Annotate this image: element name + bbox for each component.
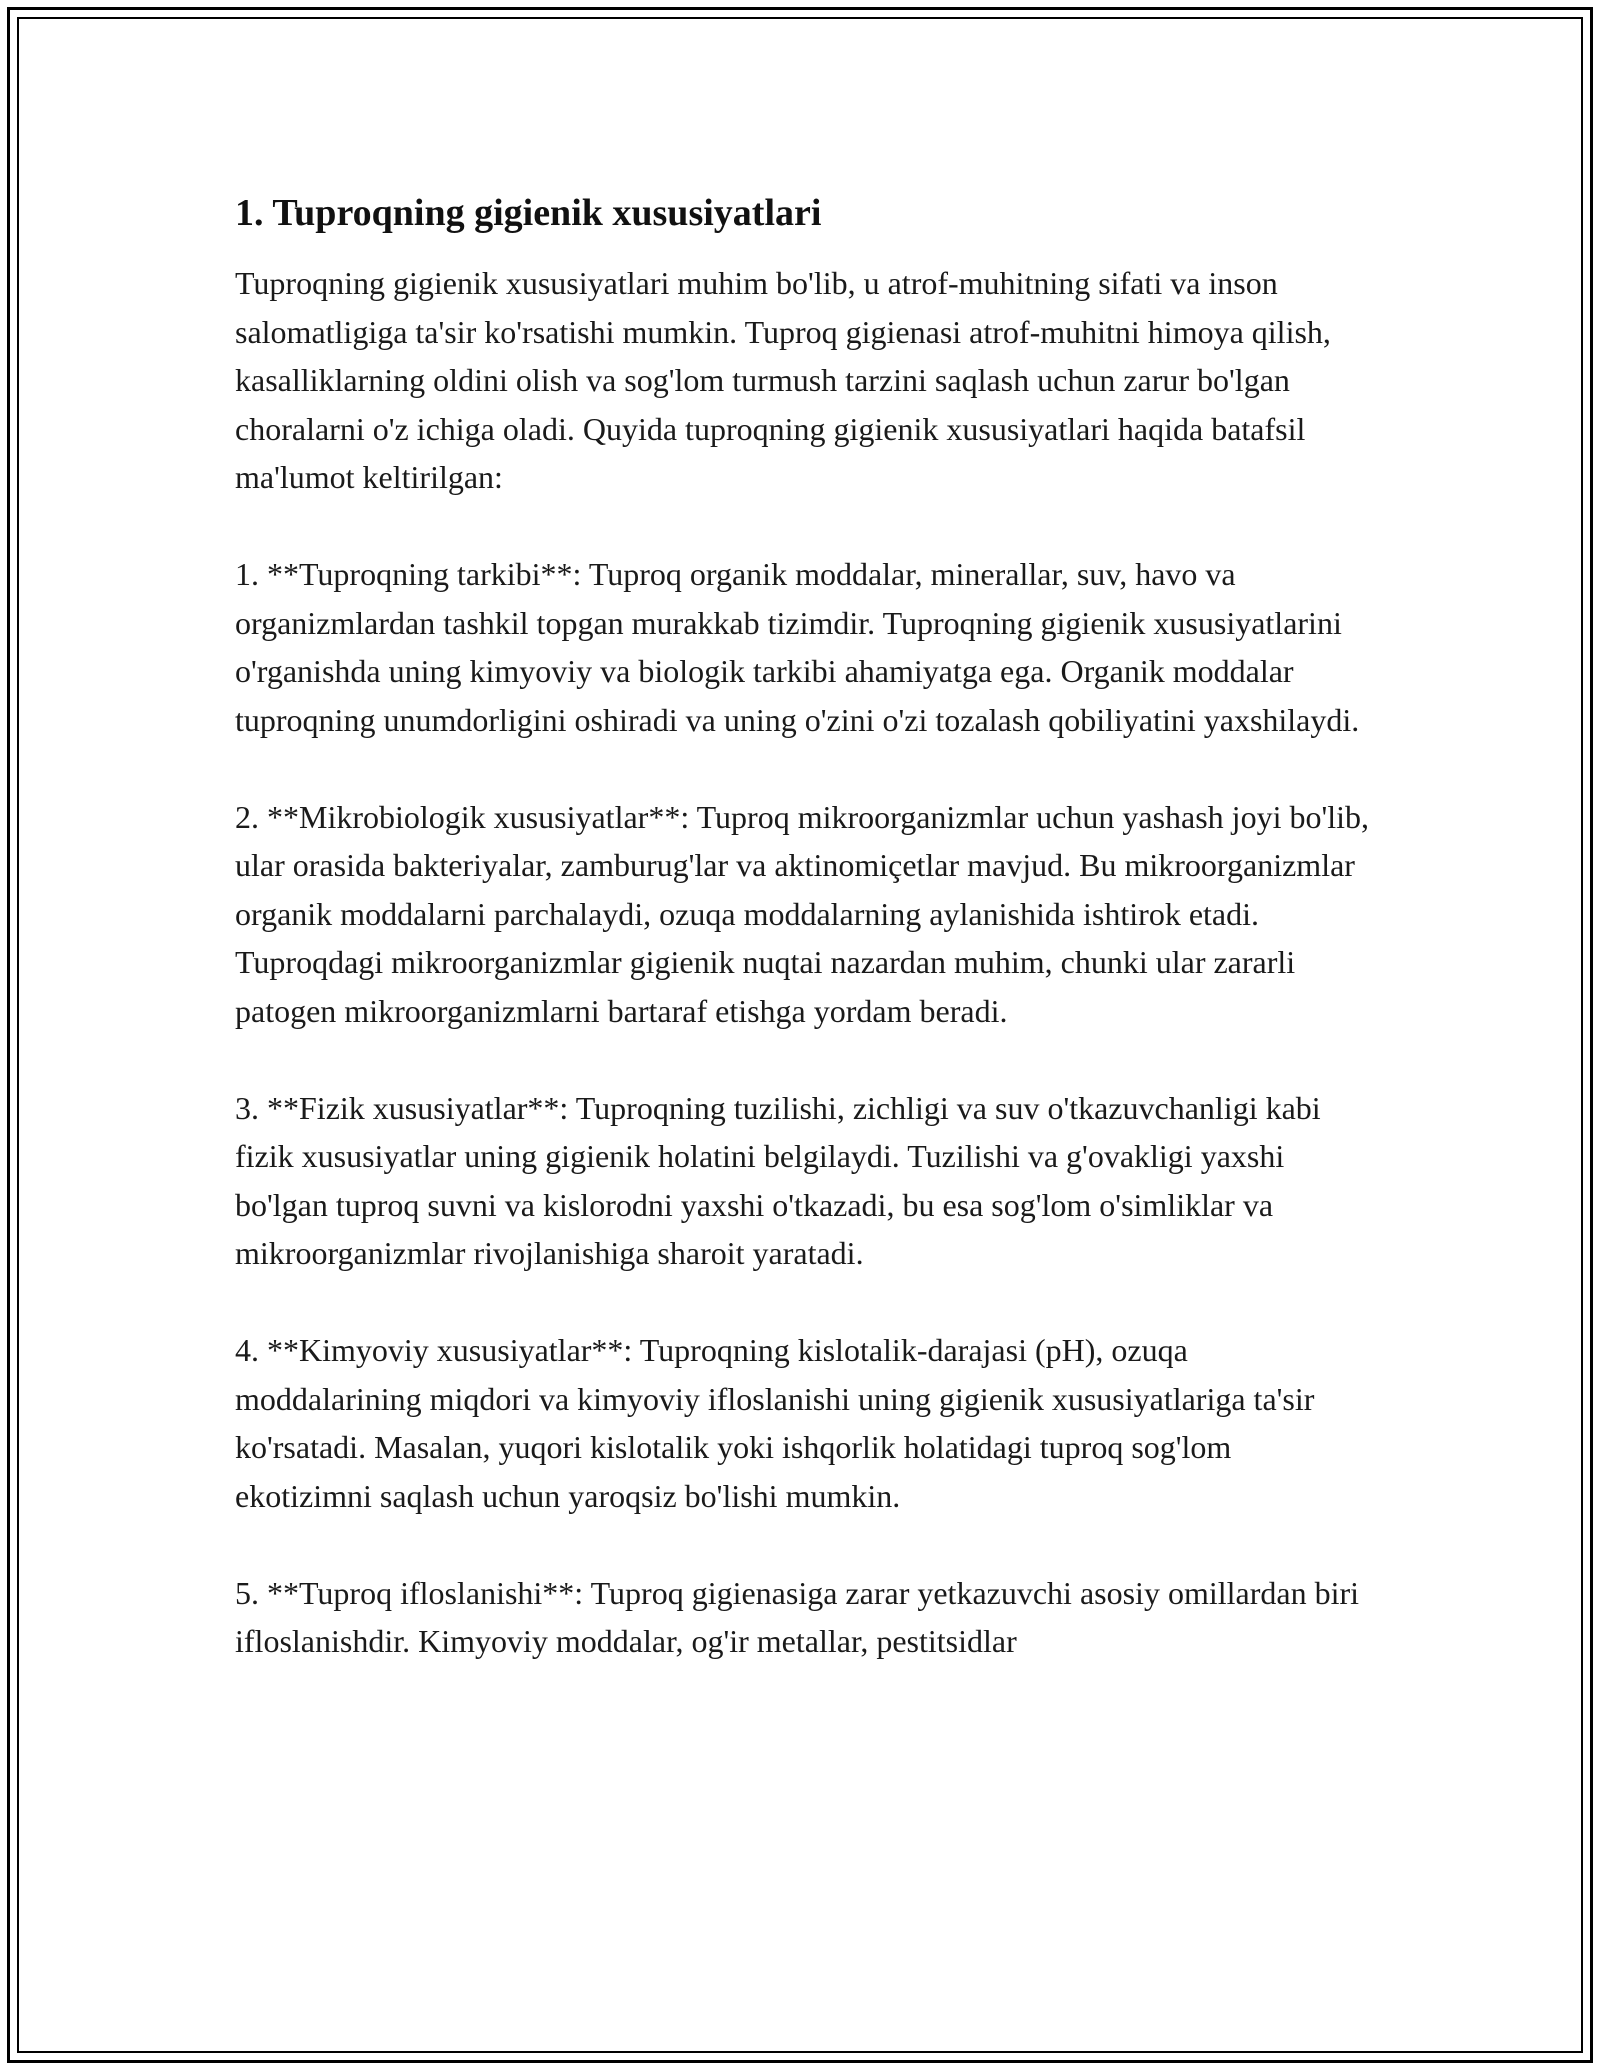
point-1-paragraph: 1. **Tuproqning tarkibi**: Tuproq organik moddalar, minerallar, suv, havo va organizmlardan tashkil topgan murakkab tizimdir. Tuproqning gigienik xususiyatlarini o'rganishda uning kimyoviy va biologik tarkibi ahamiyatga ega. Organik moddalar tuproqning unumdorligini oshiradi va uning o'zini o'zi tozalash qobiliyatini yaxshilaydi. — [235, 556, 1360, 738]
point-2-paragraph: 2. **Mikrobiologik xususiyatlar**: Tuproq mikroorganizmlar uchun yashash joyi bo'lib, ular orasida bakteriyalar, zamburug'lar va aktinomiçetlar mavjud. Bu mikroorganizmlar organik moddalarni parchalaydi, ozuqa moddalarning aylanishida ishtirok etadi. Tuproqdagi mikroorganizmlar gigienik nuqtai nazardan muhim, chunki ular zararli patogen mikroorganizmlarni bartaraf etishga yordam beradi. — [235, 798, 1369, 1029]
intro-paragraph: Tuproqning gigienik xususiyatlari muhim bo'lib, u atrof-muhitning sifati va inson salomatligiga ta'sir ko'rsatishi mumkin. Tuproq gigienasi atrof-muhitni himoya qilish, kasalliklarning oldini olish va sog'lom turmush tarzini saqlash uchun zarur bo'lgan choralarni o'z ichiga oladi. Quyida tuproqning gigienik xususiyatlari haqida batafsil ma'lumot keltirilgan: — [235, 265, 1331, 495]
point-4-paragraph: 4. **Kimyoviy xususiyatlar**: Tuproqning kislotalik-darajasi (pH), ozuqa moddalarining miqdori va kimyoviy ifloslanishi uning gigienik xususiyatlariga ta'sir ko'rsatadi. Masalan, yuqori kislotalik yoki ishqorlik holatidagi tuproq sog'lom ekotizimni saqlash uchun yaroqsiz bo'lishi mumkin. — [235, 1332, 1315, 1514]
document-body — [235, 185, 1375, 1714]
section-heading: 1. Tuproqning gigienik xususiyatlari — [235, 192, 822, 234]
point-5-paragraph: 5. **Tuproq ifloslanishi**: Tuproq gigienasiga zarar yetkazuvchi asosiy omillardan biri ifloslanishdir. Kimyoviy moddalar, og'ir metallar, pestitsidlar — [235, 1574, 1359, 1659]
point-3-paragraph: 3. **Fizik xususiyatlar**: Tuproqning tuzilishi, zichligi va suv o'tkazuvchanligi kabi fizik xususiyatlar uning gigienik holatini belgilaydi. Tuzilishi va g'ovakligi yaxshi bo'lgan tuproq suvni va kislorodni yaxshi o'tkazadi, bu esa sog'lom o'simliklar va mikroorganizmlar rivojlanishiga sharoit yaratadi. — [235, 1089, 1321, 1271]
